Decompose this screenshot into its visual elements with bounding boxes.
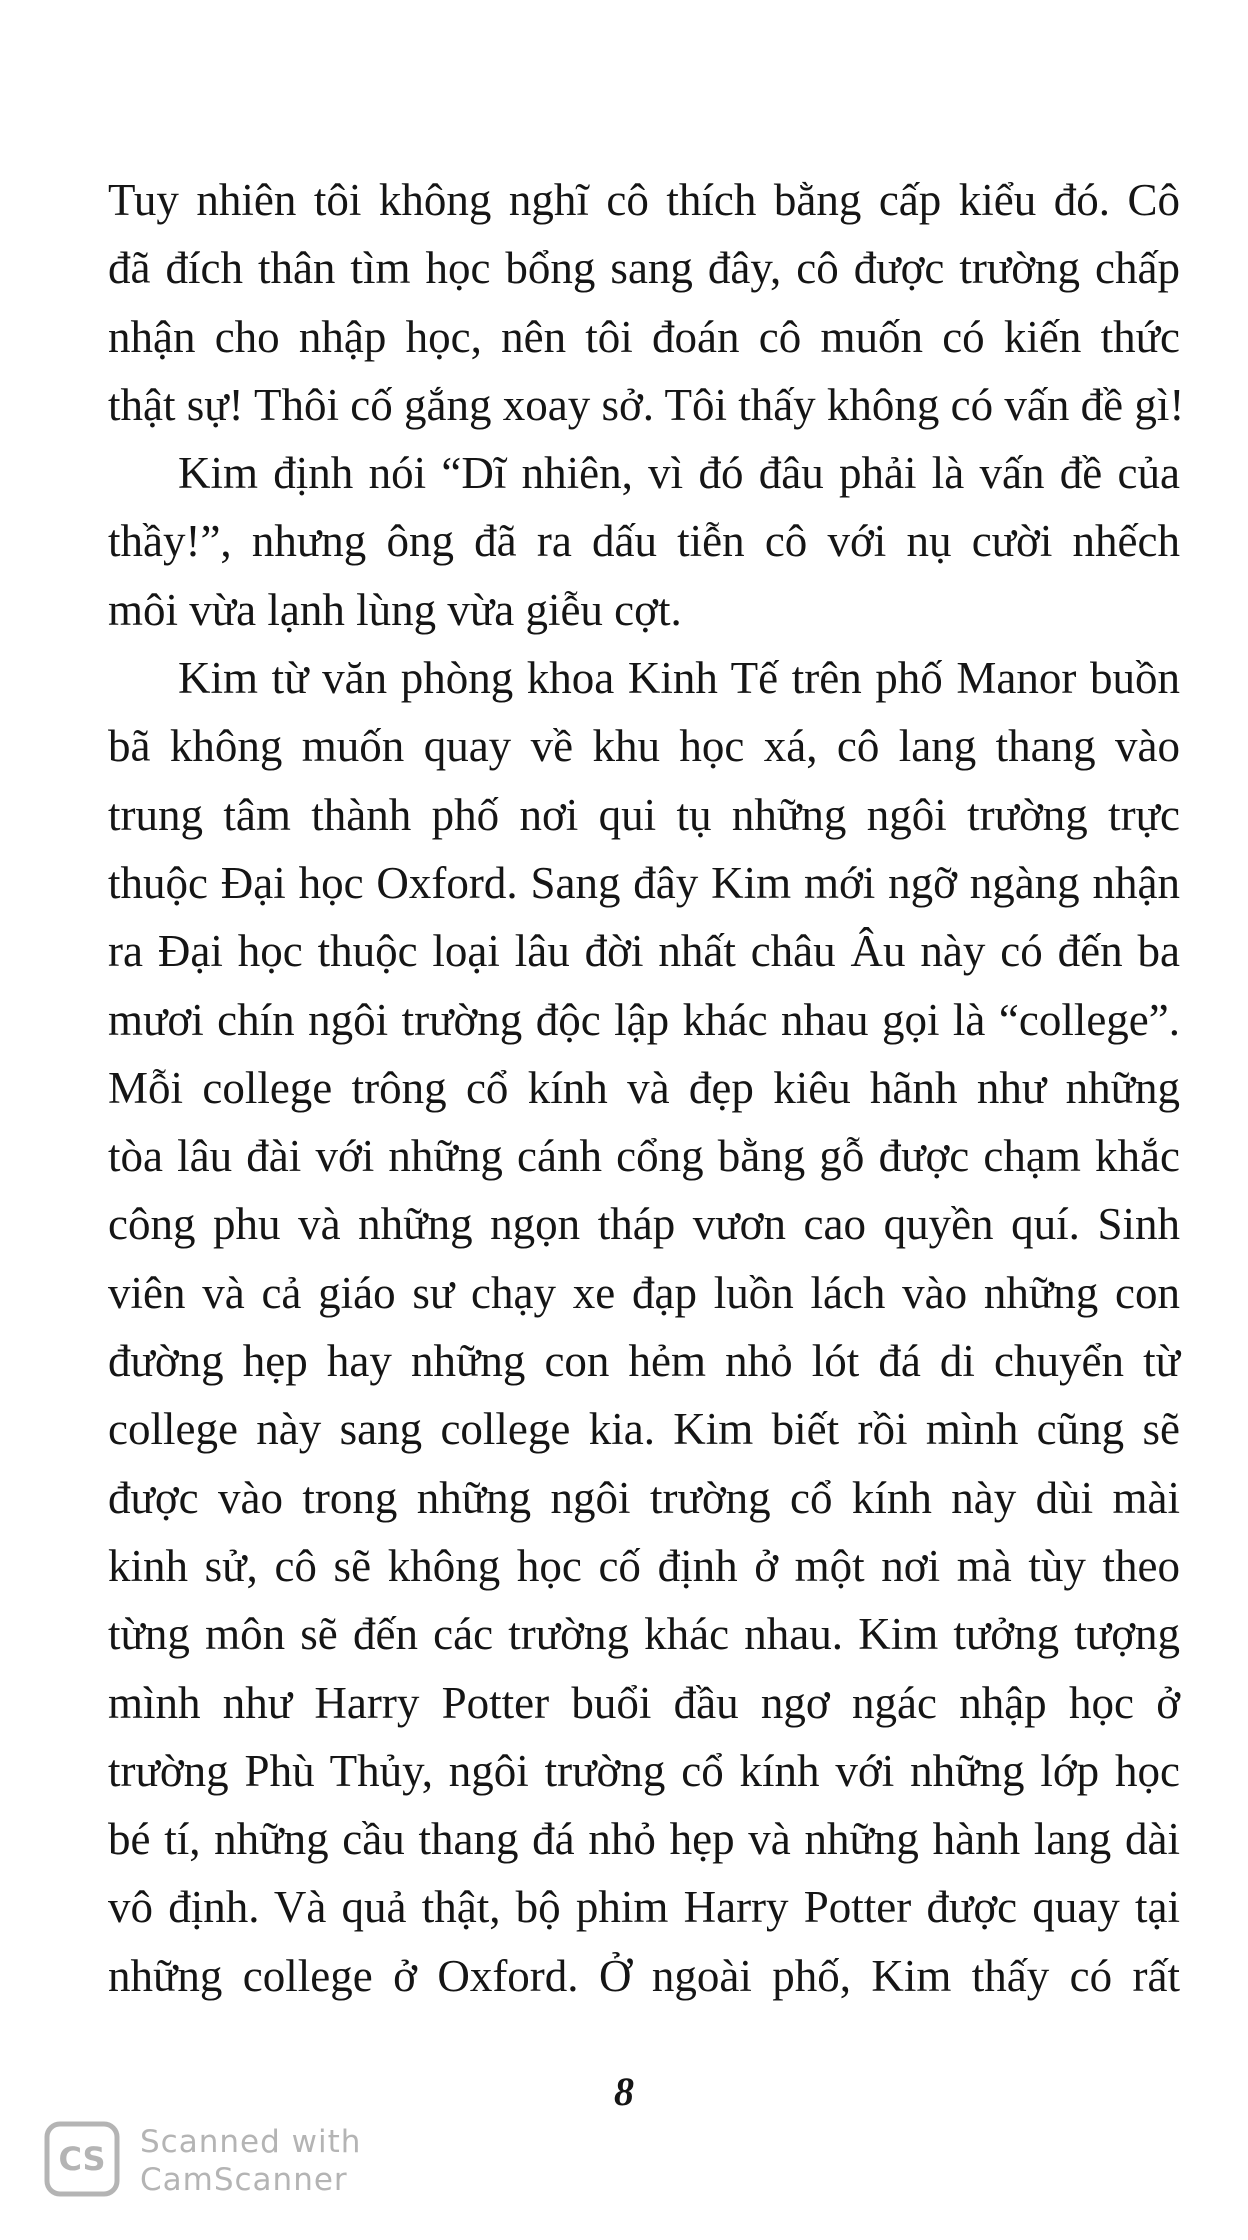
text-line-11: thuộc Đại học Oxford. Sang đây Kim mới ngỡ ngàng nhận <box>108 857 1180 908</box>
text-line-3: nhận cho nhập học, nên tôi đoán cô muốn có kiến thức <box>108 311 1180 362</box>
camscanner-logo-icon <box>44 2121 120 2197</box>
camscanner-logo-text: CS <box>58 2140 106 2178</box>
text-line-24: trường Phù Thủy, ngôi trường cổ kính với những lớp học <box>108 1745 1180 1796</box>
watermark-text <box>140 2123 361 2199</box>
text-line-17: viên và cả giáo sư chạy xe đạp luồn lách vào những con <box>108 1267 1180 1318</box>
camscanner-watermark <box>44 2121 364 2211</box>
text-line-15: tòa lâu đài với những cánh cổng bằng gỗ được chạm khắc <box>108 1131 1180 1182</box>
text-line-18: đường hẹp hay những con hẻm nhỏ lót đá di chuyển từ <box>108 1336 1180 1387</box>
body-text <box>108 166 1185 2010</box>
text-line-25: bé tí, những cầu thang đá nhỏ hẹp và những hành lang dài <box>108 1814 1180 1865</box>
text-line-19: college này sang college kia. Kim biết rồi mình cũng sẽ <box>108 1404 1180 1455</box>
text-line-26: vô định. Và quả thật, bộ phim Harry Potter được quay tại <box>108 1882 1180 1933</box>
text-line-16: công phu và những ngọn tháp vươn cao quyền quí. Sinh <box>108 1199 1180 1250</box>
watermark-line-1: Scanned with <box>140 2124 362 2160</box>
text-line-21: kinh sử, cô sẽ không học cố định ở một nơi mà tùy theo <box>108 1540 1180 1591</box>
text-line-27: những college ở Oxford. Ở ngoài phố, Kim thấy có rất <box>108 1950 1180 2001</box>
text-line-1: Tuy nhiên tôi không nghĩ cô thích bằng cấp kiểu đó. Cô <box>108 175 1180 225</box>
text-line-6: thầy!”, nhưng ông đã ra dấu tiễn cô với nụ cười nhếch <box>108 516 1180 567</box>
text-line-23: mình như Harry Potter buổi đầu ngơ ngác nhập học ở <box>108 1677 1180 1728</box>
text-line-12: ra Đại học thuộc loại lâu đời nhất châu Âu này có đến ba <box>108 926 1180 977</box>
text-line-22: từng môn sẽ đến các trường khác nhau. Kim tưởng tượng <box>108 1609 1180 1660</box>
text-line-7: môi vừa lạnh lùng vừa giễu cợt. <box>108 584 682 635</box>
text-line-10: trung tâm thành phố nơi qui tụ những ngôi trường trực <box>108 789 1180 840</box>
text-line-8: Kim từ văn phòng khoa Kinh Tế trên phố Manor buồn <box>178 653 1180 704</box>
text-line-20: được vào trong những ngôi trường cổ kính này dùi mài <box>108 1472 1180 1523</box>
text-line-13: mươi chín ngôi trường độc lập khác nhau gọi là “college”. <box>108 994 1180 1045</box>
text-line-5: Kim định nói “Dĩ nhiên, vì đó đâu phải là vấn đề của <box>178 448 1180 499</box>
page-number: 8 <box>614 2069 634 2114</box>
watermark-line-2: CamScanner <box>140 2162 348 2198</box>
text-line-14: Mỗi college trông cổ kính và đẹp kiêu hãnh như những <box>108 1062 1180 1113</box>
text-line-2: đã đích thân tìm học bổng sang đây, cô được trường chấp <box>108 243 1180 294</box>
text-line-4: thật sự! Thôi cố gắng xoay sở. Tôi thấy không có vấn đề gì! <box>108 379 1185 430</box>
text-line-9: bã không muốn quay về khu học xá, cô lang thang vào <box>108 721 1180 772</box>
